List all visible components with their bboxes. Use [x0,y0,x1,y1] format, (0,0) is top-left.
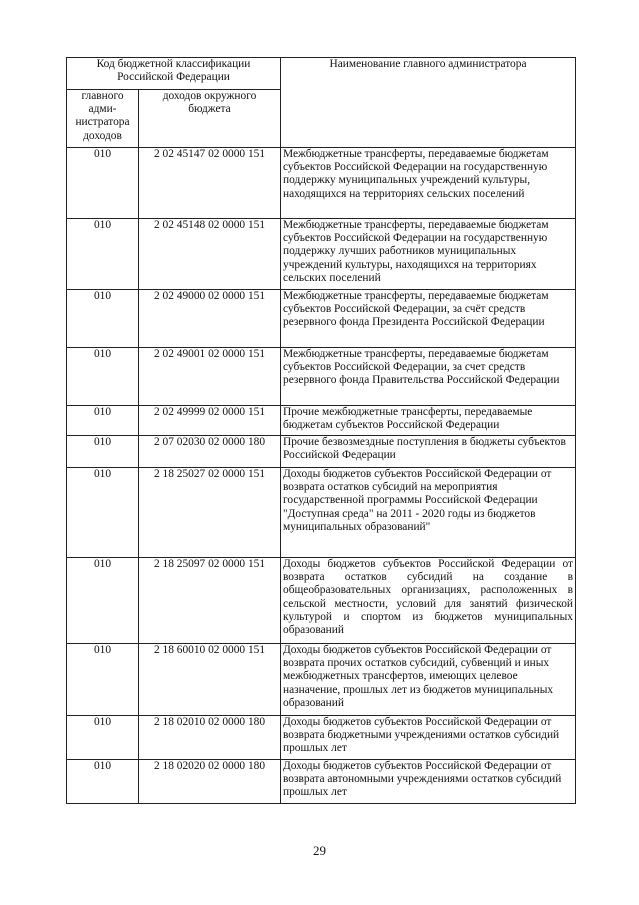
name-cell: Прочие безвозмездные поступления в бюджеты субъектов Российской Федерации [281,436,576,468]
page-number: 29 [313,843,326,858]
table-row [67,760,576,804]
admin-code-cell: 010 [67,644,139,716]
name-cell: Доходы бюджетов субъектов Российской Федерации от возврата бюджетными учреждениями остатков субсидий прошлых лет [281,716,576,760]
name-cell: Межбюджетные трансферты, передаваемые бюджетам субъектов Российской Федерации, за счет средств резервного фонда Правительства Российской Федерации [281,348,576,406]
admin-code-cell: 010 [67,219,139,290]
income-code-cell: 2 02 49001 02 0000 151 [139,348,281,406]
admin-code-cell: 010 [67,716,139,760]
table-header [67,58,576,148]
name-cell: Доходы бюджетов субъектов Российской Федерации от возврата остатков субсидий на мероприятия государственной программы Российской Федерации "Доступная среда" на 2011 - 2020 годы из бюджетов муниципальных образований" [281,468,576,558]
name-cell: Межбюджетные трансферты, передаваемые бюджетам субъектов Российской Федерации, за счёт средств резервного фонда Президента Российской Федерации [281,290,576,348]
admin-code-cell: 010 [67,348,139,406]
table-row [67,644,576,716]
admin-code-cell: 010 [67,436,139,468]
name-cell: Доходы бюджетов субъектов Российской Федерации от возврата прочих остатков субсидий, субвенций и иных межбюджетных трансфертов, имеющих целевое назначение, прошлых лет из бюджетов муниципальных образований [281,644,576,716]
name-cell: Доходы бюджетов субъектов Российской Федерации от возврата остатков субсидий на создание в общеобразовательных организациях, расположенных в сельской местности, условий для занятий физической культурой и спортом из бюджетов муниципальных образований [281,558,576,644]
income-code-cell: 2 18 02020 02 0000 180 [139,760,281,804]
table-row [67,436,576,468]
admin-code-cell: 010 [67,760,139,804]
income-code-cell: 2 02 45148 02 0000 151 [139,219,281,290]
admin-code-cell: 010 [67,148,139,219]
table-row [67,290,576,348]
table-row [67,468,576,558]
income-code-cell: 2 18 25097 02 0000 151 [139,558,281,644]
income-code-cell: 2 18 60010 02 0000 151 [139,644,281,716]
income-code-cell: 2 02 49000 02 0000 151 [139,290,281,348]
table-row [67,716,576,760]
table-row [67,148,576,219]
name-cell: Межбюджетные трансферты, передаваемые бюджетам субъектов Российской Федерации на государственную поддержку муниципальных учреждений культуры, находящихся на территориях сельских поселений [281,148,576,219]
table-row [67,406,576,436]
table-row [67,558,576,644]
income-code-cell: 2 18 25027 02 0000 151 [139,468,281,558]
admin-code-cell: 010 [67,290,139,348]
table-row [67,348,576,406]
name-cell: Прочие межбюджетные трансферты, передаваемые бюджетам субъектов Российской Федерации [281,406,576,436]
admin-code-cell: 010 [67,406,139,436]
name-cell: Межбюджетные трансферты, передаваемые бюджетам субъектов Российской Федерации на государственную поддержку лучших работников муниципальных учреждений культуры, находящихся на территориях сельских поселений [281,219,576,290]
admin-code-cell: 010 [67,468,139,558]
income-code-cell: 2 07 02030 02 0000 180 [139,436,281,468]
header-admin-column: главного адми-нистратора доходов [67,90,139,148]
header-name-column: Наименование главного администратора [281,58,576,148]
header-income-column: доходов окружного бюджета [139,90,281,148]
income-code-cell: 2 02 45147 02 0000 151 [139,148,281,219]
header-group-title: Код бюджетной классификации Российской Федерации [67,58,281,90]
income-code-cell: 2 18 02010 02 0000 180 [139,716,281,760]
table-body [67,148,576,804]
budget-classification-table [66,57,576,804]
name-cell: Доходы бюджетов субъектов Российской Федерации от возврата автономными учреждениями остатков субсидий прошлых лет [281,760,576,804]
admin-code-cell: 010 [67,558,139,644]
table-row [67,219,576,290]
income-code-cell: 2 02 49999 02 0000 151 [139,406,281,436]
